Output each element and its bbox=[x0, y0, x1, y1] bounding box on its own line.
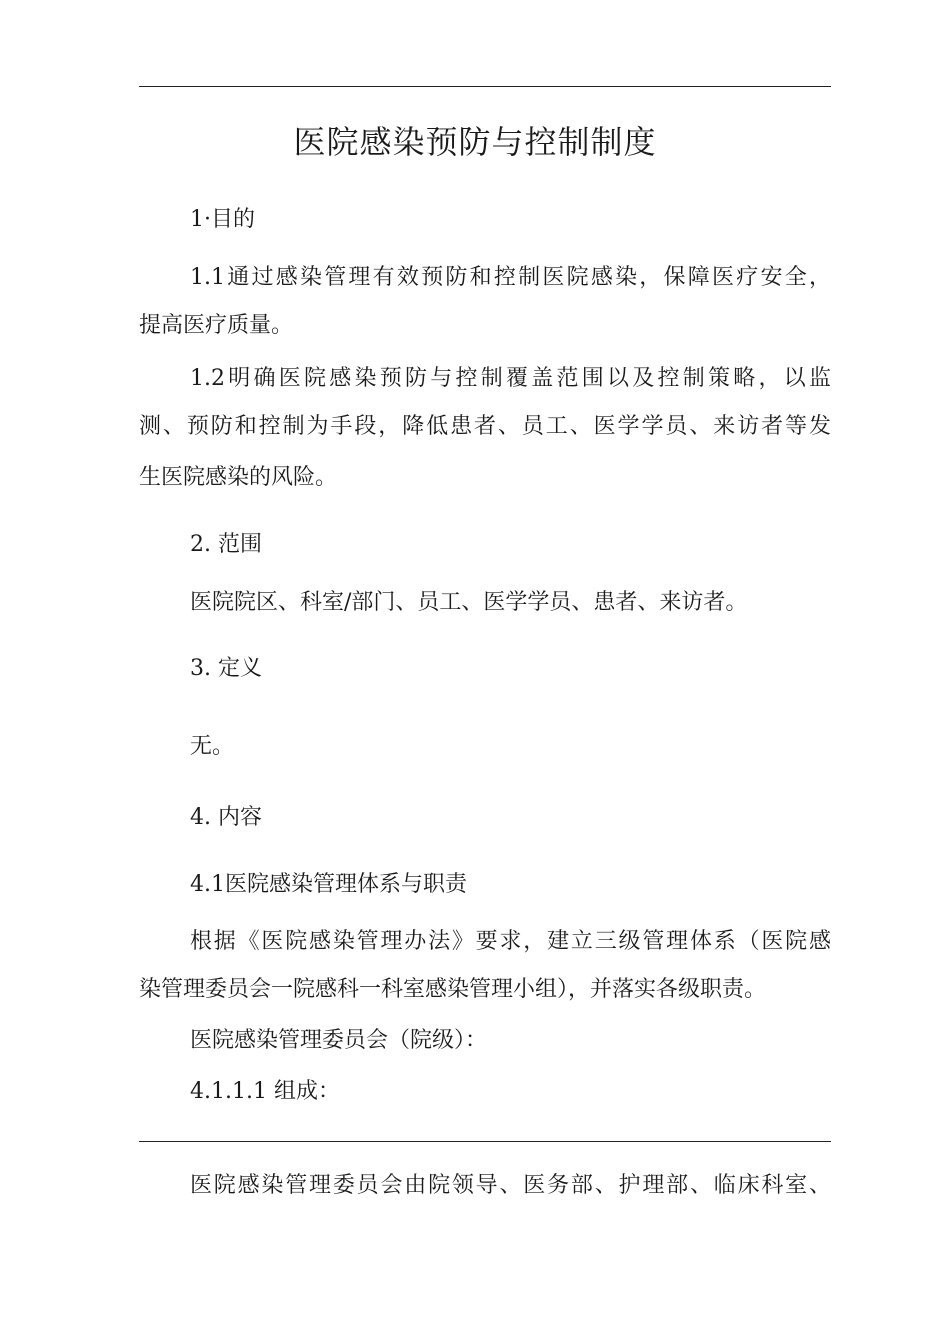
paragraph-line: 1.1通过感染管理有效预防和控制医院感染，保障医疗安全， bbox=[190, 265, 831, 290]
paragraph-line: 1.2明确医院感染预防与控制覆盖范围以及控制策略，以监 bbox=[190, 366, 831, 391]
paragraph-line: 根据《医院感染管理办法》要求，建立三级管理体系（医院感 bbox=[190, 929, 831, 954]
subsection-heading: 4.1.1.1 组成： bbox=[190, 1079, 340, 1104]
footer-rule bbox=[139, 1141, 831, 1142]
paragraph-line: 染管理委员会一院感科一科室感染管理小组），并落实各级职责。 bbox=[139, 977, 767, 1002]
subsection-heading: 4.1医院感染管理体系与职责 bbox=[190, 872, 467, 897]
header-rule bbox=[139, 86, 831, 87]
document-title: 医院感染预防与控制制度 bbox=[293, 123, 657, 161]
section-heading-purpose: 1·目的 bbox=[190, 207, 255, 232]
paragraph-line: 无。 bbox=[190, 734, 235, 759]
section-heading-definition: 3. 定义 bbox=[190, 656, 262, 681]
paragraph-line: 测、预防和控制为手段，降低患者、员工、医学学员、来访者等发 bbox=[139, 414, 831, 439]
paragraph-line: 生医院感染的风险。 bbox=[139, 465, 338, 490]
section-heading-scope: 2. 范围 bbox=[190, 532, 262, 557]
paragraph-line: 医院感染管理委员会（院级）： bbox=[190, 1028, 488, 1053]
paragraph-line: 医院院区、科室/部门、员工、医学学员、患者、来访者。 bbox=[190, 590, 748, 615]
paragraph-line: 医院感染管理委员会由院领导、医务部、护理部、临床科室、 bbox=[190, 1173, 831, 1198]
paragraph-line: 提高医疗质量。 bbox=[139, 313, 294, 338]
section-heading-content: 4. 内容 bbox=[190, 805, 262, 830]
